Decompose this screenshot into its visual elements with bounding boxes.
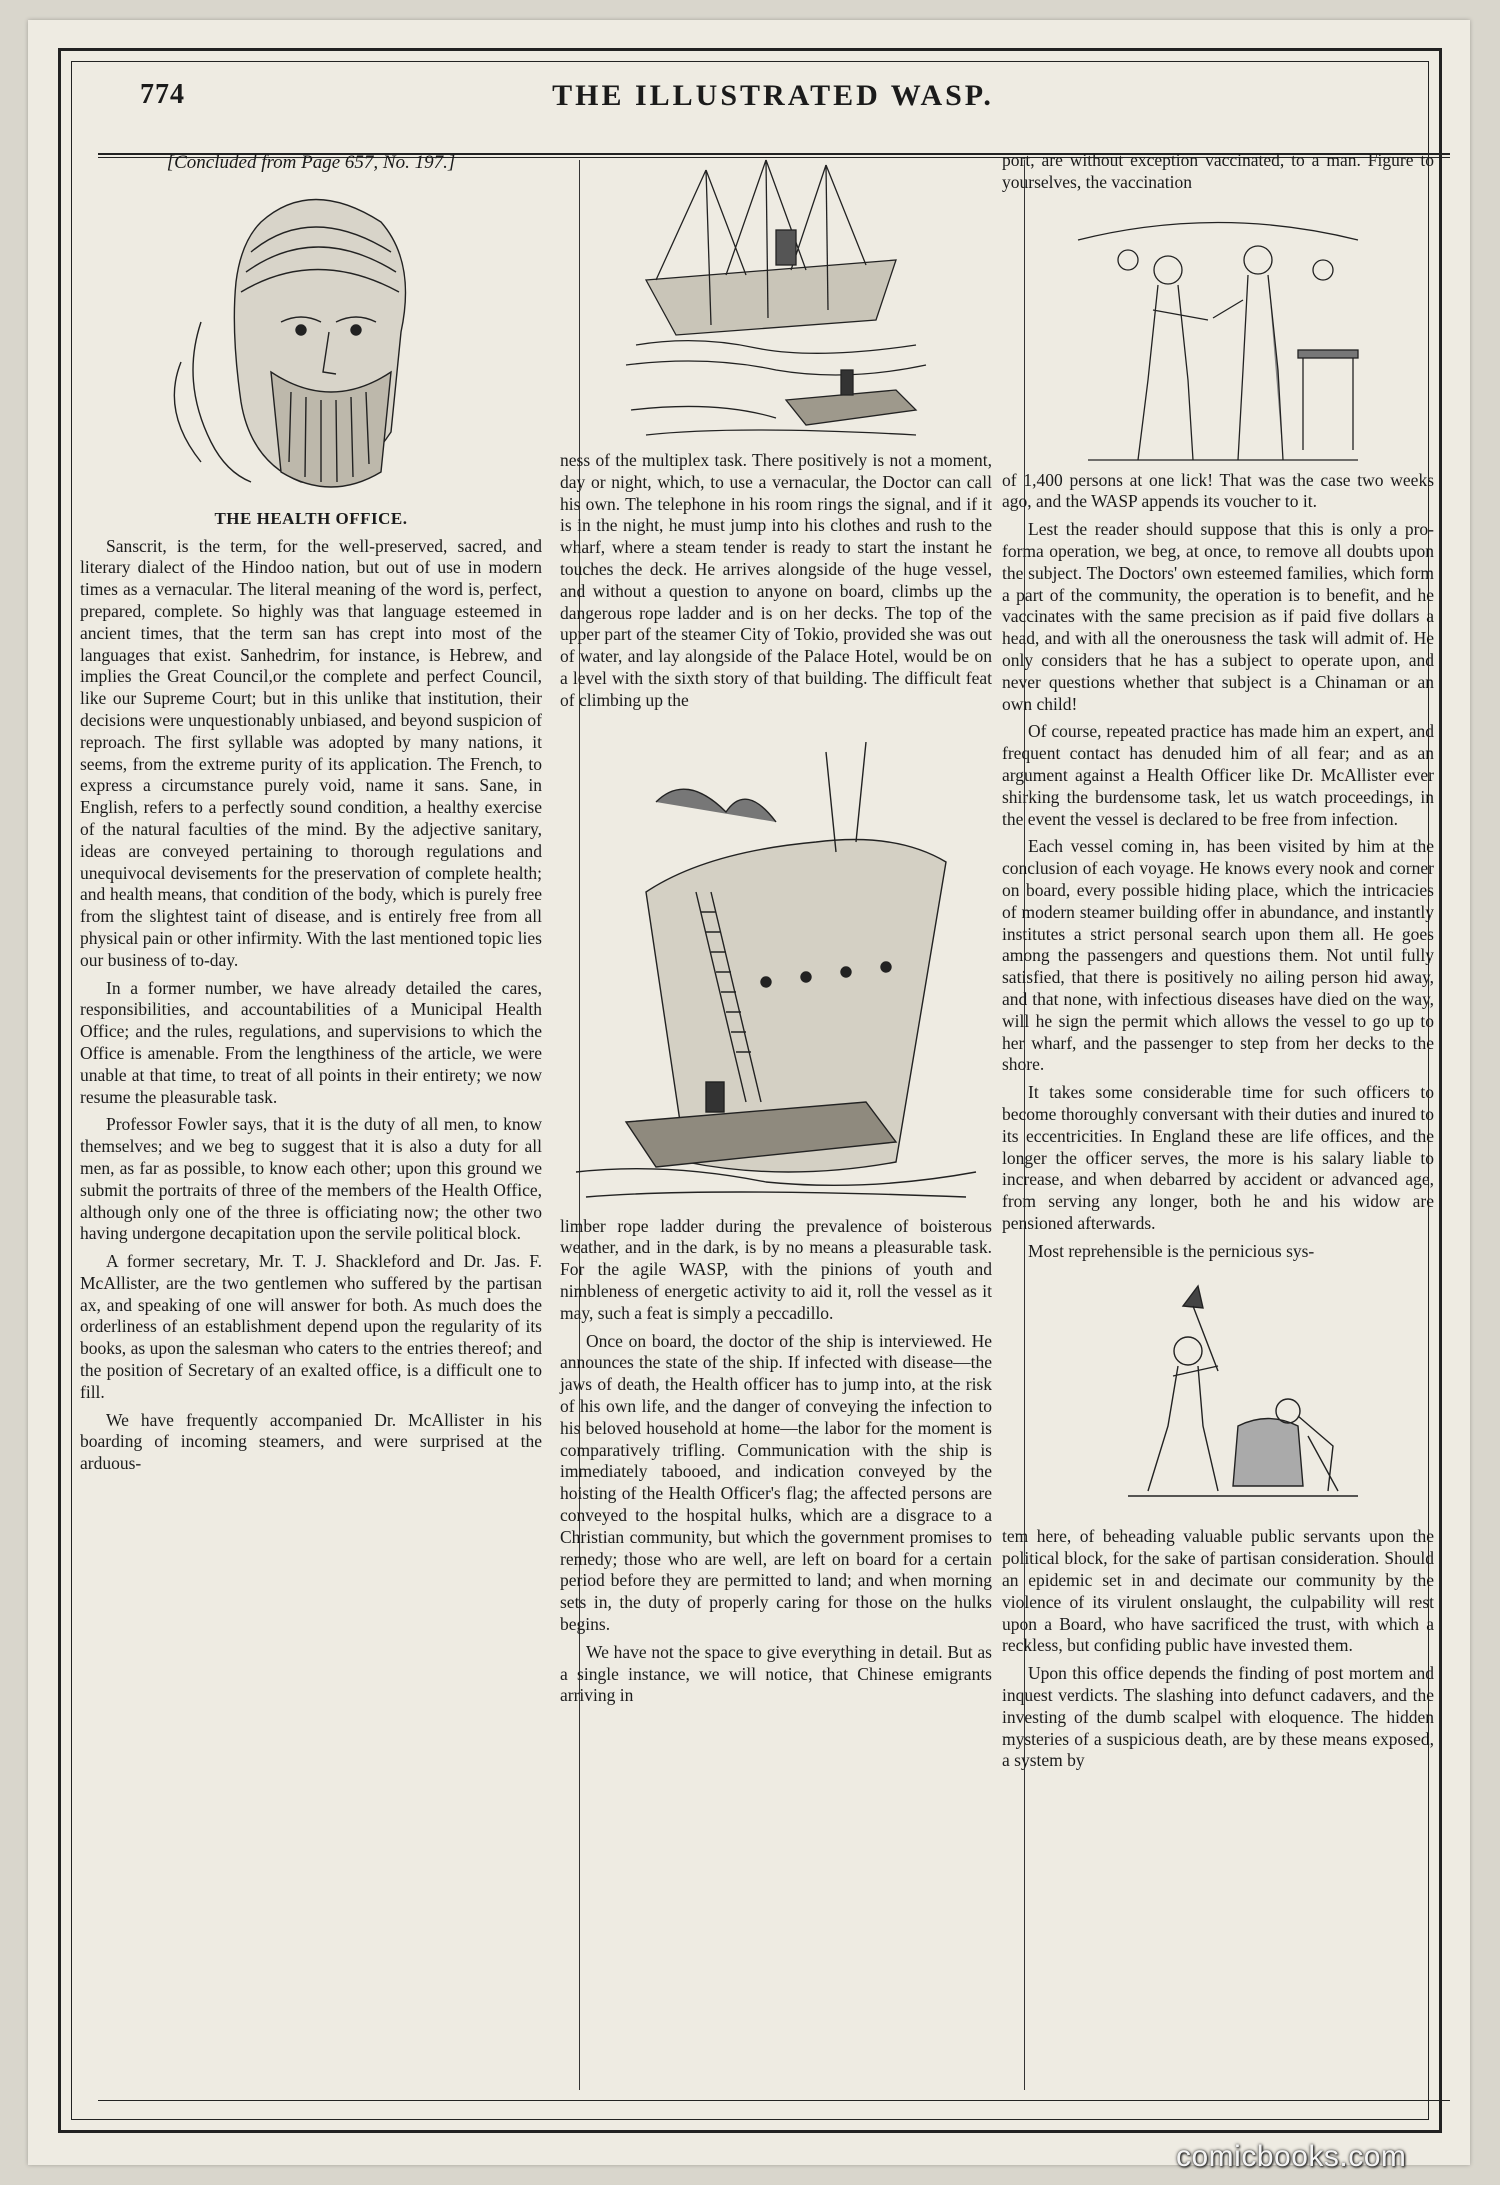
running-head bbox=[98, 75, 1448, 115]
ship-hull-icon bbox=[566, 742, 986, 1202]
footer-rule bbox=[98, 2100, 1450, 2101]
paragraph: We have frequently accompanied Dr. McAllister in his boarding of incoming steamers, and were surprised at the arduous- bbox=[80, 1409, 542, 1474]
column-2 bbox=[560, 150, 992, 1713]
column-1 bbox=[80, 150, 542, 1481]
steamer-illustration bbox=[616, 150, 936, 450]
paragraph: tem here, of beheading valuable public servants upon the political block, for the sake of partisan consideration. Should an epidemic set in and decimate our community by the violence of its virulent onslaught, the culpability will rest upon a Board, who have sacrificed the trust, with which a reckless, but confiding public have invested them. bbox=[1002, 1526, 1434, 1656]
paragraph: of 1,400 persons at one lick! That was the case two weeks ago, and the WASP appends its voucher to it. bbox=[1002, 469, 1434, 512]
paragraph: Of course, repeated practice has made him an expert, and frequent contact has denuded him of all fear; and as an argument against a Health Officer like Dr. McAllister ever shirking the burdensome task, let us watch proceedings, in the event the vessel is declared to be free from infection. bbox=[1002, 721, 1434, 829]
ladder-illustration bbox=[566, 742, 986, 1202]
article-heading: THE HEALTH OFFICE. bbox=[214, 508, 408, 528]
paragraph: In a former number, we have already detailed the cares, responsibilities, and accountabilities of a Municipal Health Office; and the rules, regulations, and supervisions to which the Office is amenable. From the lengthiness of the article, we were unable at that time, to treat of all points in their entirety; we now resume the pleasurable task. bbox=[80, 977, 542, 1107]
portrait-illustration bbox=[141, 182, 481, 502]
bearded-man-portrait-icon bbox=[141, 182, 481, 502]
paragraph: A former secretary, Mr. T. J. Shackleford and Dr. Jas. F. McAllister, are the two gentlemen who suffered by the partisan ax, and speaking of one will answer for both. As much does the orderliness of an establishment depend upon the regularity of its books, as upon the salesman who caters to the entries thereof; and the position of Secretary of an exalted office, is a difficult one to fill. bbox=[80, 1251, 542, 1402]
paragraph: ness of the multiplex task. There positively is not a moment, day or night, which, to use a vernacular, the Doctor can call his own. The telephone in his room rings the signal, and if it is in the night, he must jump into his clothes and rush to the wharf, where a steam tender is ready to start the instant he touches the deck. He arrives alongside of the huge vessel, and without a question to anyone on board, climbs up the dangerous rope ladder and is on her decks. The top of the upper part of the steamer City of Tokio, provided she was out of water, and lay alongside of the Palace Hotel, would be on a level with the sixth story of that building. The difficult feat of climbing up the bbox=[560, 450, 992, 710]
paragraph: Professor Fowler says, that it is the duty of all men, to know themselves; and we beg to suggest that it is also a duty for all men, as far as possible, to know each other; upon this ground we submit the portraits of three of the members of the Health Office, although only one of the three is officiating now; the other two having undergone decapitation upon the servile political block. bbox=[80, 1114, 542, 1244]
paragraph: It takes some considerable time for such officers to become thoroughly conversant with their duties and inured to its eccentricities. In England these are life offices, and the longer the officer serves, the more is his salary liable to increase, and when debarred by accident or advanced age, from serving any longer, both he and his widow are pensioned afterwards. bbox=[1002, 1082, 1434, 1233]
continued-note: [Concluded from Page 657, No. 197.] bbox=[166, 152, 456, 173]
paragraph: We have not the space to give everything in detail. But as a single instance, we will notice, that Chinese emigrants arriving in bbox=[560, 1641, 992, 1706]
paragraph: Lest the reader should suppose that this is only a pro-forma operation, we beg, at once, to remove all doubts upon the subject. The Doctors' own esteemed families, which form a part of the community, the operation is to benefit, and he vaccinates with the same precision as if paid five dollars a head, and with all the onerousness the task will admit of. He only considers that he has a subject to operate upon, and never questions whether that subject is a Chinaman or an own child! bbox=[1002, 519, 1434, 714]
paragraph: Upon this office depends the finding of post mortem and inquest verdicts. The slashing into defunct cadavers, and the investing of the dumb scalpel with eloquence. The hidden mysteries of a suspicious death, are by these means exposed, a system by bbox=[1002, 1663, 1434, 1771]
column-3 bbox=[1002, 150, 1434, 1778]
beheading-illustration bbox=[1068, 1276, 1368, 1516]
steamship-icon bbox=[616, 150, 936, 450]
paragraph: Each vessel coming in, has been visited by him at the conclusion of each voyage. He knows every nook and corner on board, every possible hiding place, which the intricacies of modern steamer building offer in abundance, and instantly institutes a strict personal search upon them all. He goes among the passengers and questions them. Not until fully satisfied, that there is positively no ailing person hid away, and that none, with infectious diseases have died on the way, will he sign the permit which allows the vessel to go up to her wharf, and the passenger to step from her decks to the shore. bbox=[1002, 836, 1434, 1075]
executioner-axe-icon bbox=[1068, 1276, 1368, 1516]
watermark: comicbooks.com bbox=[1176, 2140, 1407, 2173]
paragraph: port, are without exception vaccinated, to a man. Figure to yourselves, the vaccination bbox=[1002, 150, 1434, 192]
journal-title: THE ILLUSTRATED WASP. bbox=[552, 79, 994, 112]
paragraph: limber rope ladder during the prevalence of boisterous weather, and in the dark, is by no means a pleasurable task. For the agile WASP, with the pinions of youth and nimbleness of energetic activity to aid it, roll the vessel as it may, such a feat is simply a peccadillo. bbox=[560, 1215, 992, 1323]
vaccination-illustration bbox=[1068, 200, 1368, 470]
paragraph: Most reprehensible is the pernicious sys- bbox=[1028, 1240, 1315, 1261]
paragraph: Sanscrit, is the term, for the well-preserved, sacred, and literary dialect of the Hindoo nation, but out of use in modern times as a vernacular. The literal meaning of the word is, perfect, prepared, complete. So highly was that language esteemed in ancient times, that the term san has crept into most of the languages that exist. Sanhedrim, for instance, is Hebrew, and implies the Great Council,or the complete and perfect Council, like our Supreme Court; but in this unlike that institution, their decisions were unquestionably unbiased, and beyond suspicion of reproach. The first syllable was adopted by many nations, it seems, from the extreme purity of its application. The French, to express a circumstance purely void, name it sans. Sane, in English, refers to a perfectly sound condition, a healthy exercise of the natural faculties of the mind. By the adjective sanitary, ideas are conveyed pertaining to thorough regulations and unequivocal devisements for the preservation of complete health; and health means, that condition of the body, which is purely free from the slightest taint of disease, and is entirely free from all physical pain or other infirmity. With the last mentioned topic lies our business of to-day. bbox=[80, 535, 542, 970]
paragraph: Once on board, the doctor of the ship is interviewed. He announces the state of the ship. If infected with disease—the jaws of death, the Health officer has to jump into, at the risk of his own life, and the danger of conveying the infection to his beloved household at home—the labor for the moment is comparatively trifling. Communication with the ship is immediately tabooed, and indication conveyed by the hoisting of the Health Officer's flag; the affected persons are conveyed to the hospital hulks, which are a disgrace to a Christian community, but which the government promises to remedy; those who are well, are left on board for a certain period before they are permitted to land; and when morning sets in, the duty of properly caring for those on the hulks begins. bbox=[560, 1330, 992, 1634]
vaccination-scene-icon bbox=[1068, 200, 1368, 470]
page-number: 774 bbox=[140, 79, 185, 110]
